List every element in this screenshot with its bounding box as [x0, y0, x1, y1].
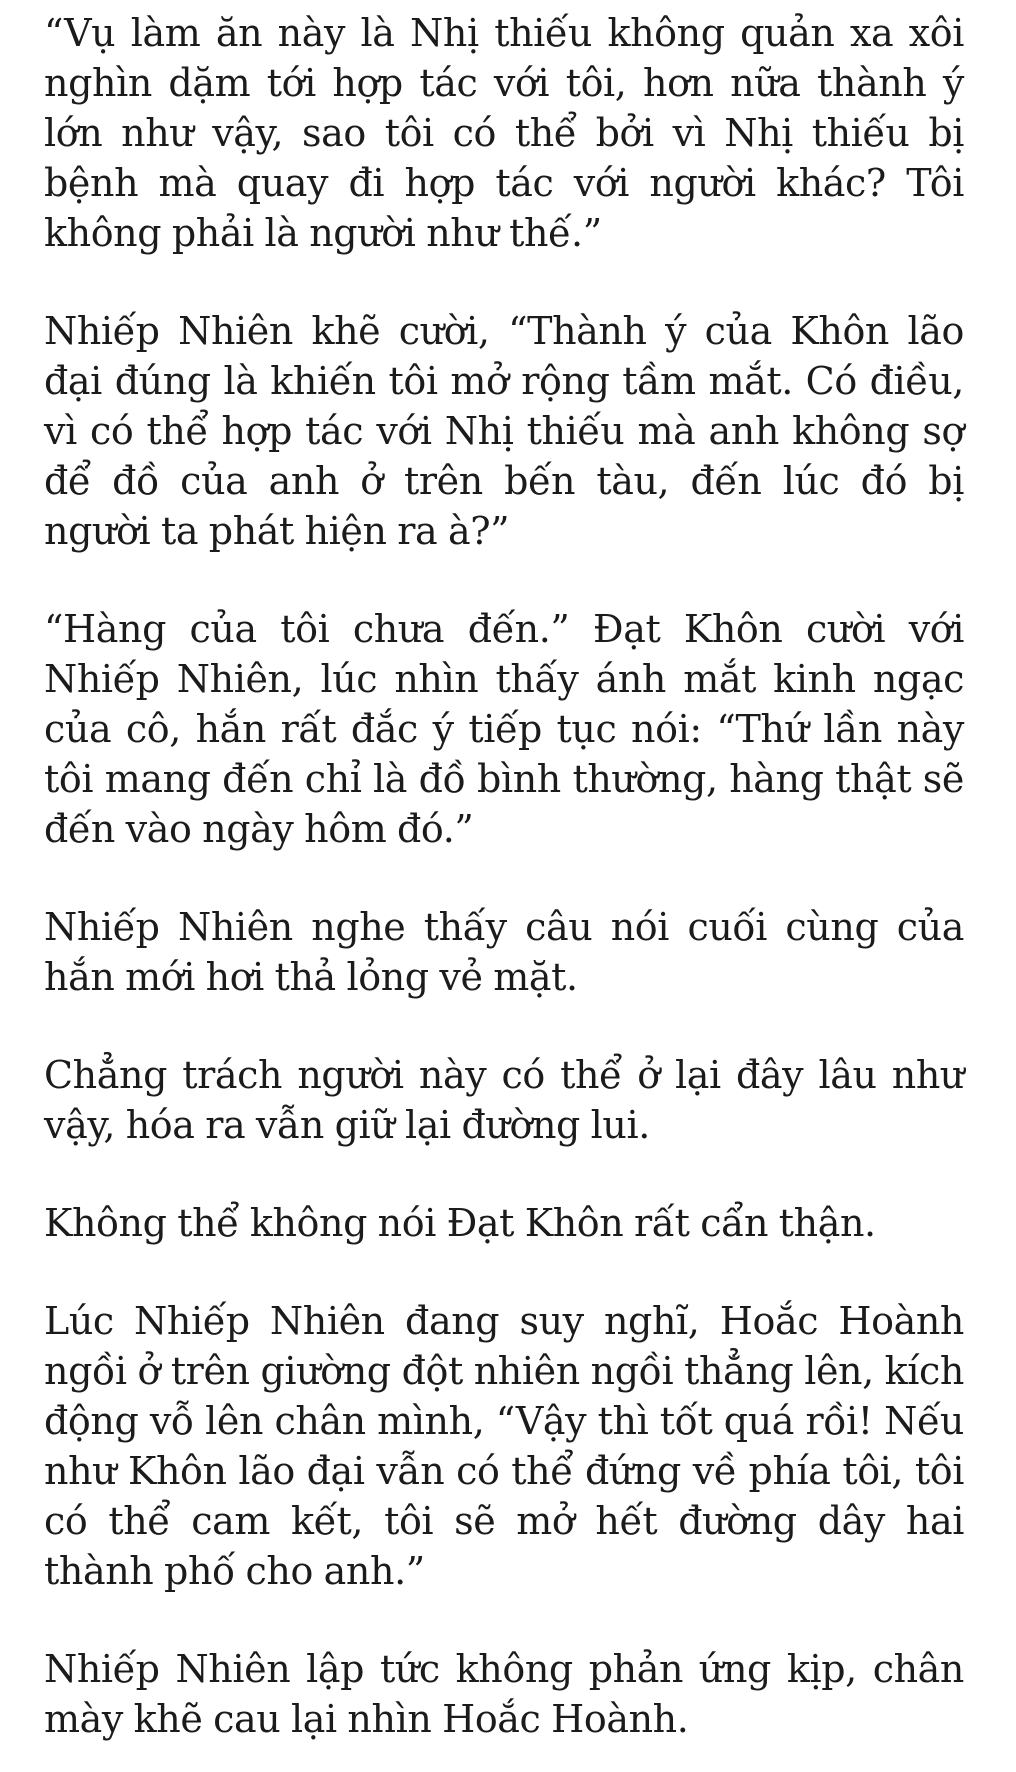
paragraph-3: “Hàng của tôi chưa đến.” Đạt Khôn cười với Nhiếp Nhiên, lúc nhìn thấy ánh mắt kinh ngạc của cô, hắn rất đắc ý tiếp tục nói: “Thứ lần này tôi mang đến chỉ là đồ bình thường, hàng thật sẽ đến vào ngày hôm đó.” [44, 607, 964, 851]
paragraph-8: Nhiếp Nhiên lập tức không phản ứng kịp, chân mày khẽ cau lại nhìn Hoắc Hoành. [44, 1647, 964, 1741]
paragraph-7: Lúc Nhiếp Nhiên đang suy nghĩ, Hoắc Hoành ngồi ở trên giường đột nhiên ngồi thẳng lên, kích động vỗ lên chân mình, “Vậy thì tốt quá rồi! Nếu như Khôn lão đại vẫn có thể đứng về phía tôi, tôi có thể cam kết, tôi sẽ mở hết đường dây hai thành phố cho anh.” [44, 1299, 964, 1593]
paragraph-2: Nhiếp Nhiên khẽ cười, “Thành ý của Khôn lão đại đúng là khiến tôi mở rộng tầm mắt. Có điều, vì có thể hợp tác với Nhị thiếu mà anh không sợ để đồ của anh ở trên bến tàu, đến lúc đó bị người ta phát hiện ra à?” [44, 309, 964, 553]
paragraph-5: Chẳng trách người này có thể ở lại đây lâu như vậy, hóa ra vẫn giữ lại đường lui. [44, 1053, 964, 1147]
paragraph-1: “Vụ làm ăn này là Nhị thiếu không quản xa xôi nghìn dặm tới hợp tác với tôi, hơn nữa thành ý lớn như vậy, sao tôi có thể bởi vì Nhị thiếu bị bệnh mà quay đi hợp tác với người khác? Tôi không phải là người như thế.” [44, 11, 964, 255]
reader-page [44, 8, 964, 1744]
paragraph-6: Không thể không nói Đạt Khôn rất cẩn thận. [44, 1201, 876, 1245]
paragraph-4: Nhiếp Nhiên nghe thấy câu nói cuối cùng của hắn mới hơi thả lỏng vẻ mặt. [44, 905, 964, 999]
